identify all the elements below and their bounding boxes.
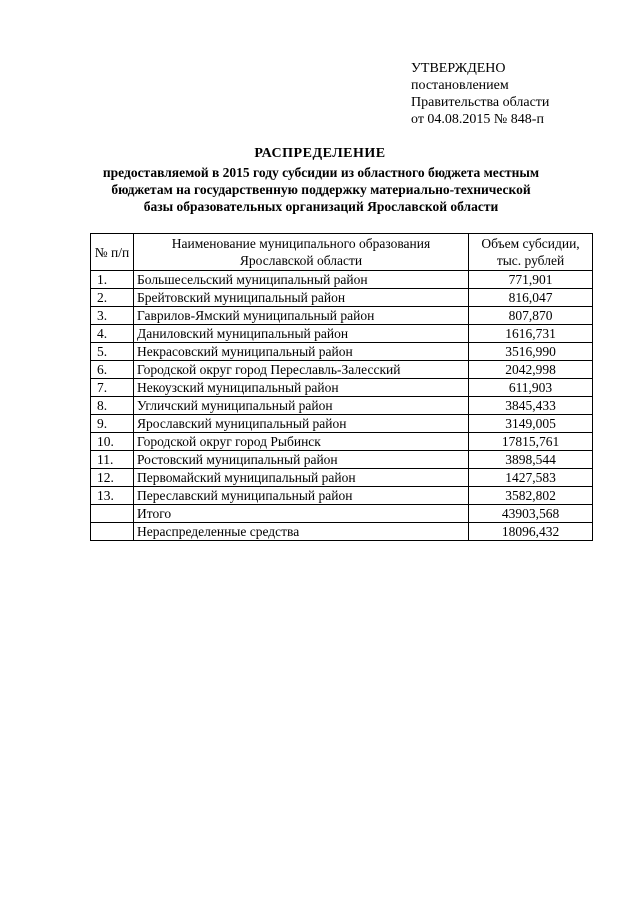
header-municipality: Наименование муниципального образования Ярославской области	[134, 234, 469, 271]
row-municipality: Большесельский муниципальный район	[134, 271, 469, 289]
row-amount: 1616,731	[469, 325, 593, 343]
table-row	[91, 487, 593, 505]
table-row	[91, 433, 593, 451]
row-municipality: Нераспределенные средства	[134, 523, 469, 541]
table-row	[91, 271, 593, 289]
header-amount: Объем субсидии, тыс. рублей	[469, 234, 593, 271]
row-municipality: Угличский муниципальный район	[134, 397, 469, 415]
approval-line: от 04.08.2015 № 848-п	[411, 112, 544, 127]
row-municipality: Первомайский муниципальный район	[134, 469, 469, 487]
row-number: 10.	[91, 433, 134, 451]
table-row	[91, 523, 593, 541]
document-title: РАСПРЕДЕЛЕНИЕ	[254, 146, 386, 161]
document-subtitle: предоставляемой в 2015 году субсидии из областного бюджета местным бюджетам на государственную поддержку материально-технической базы образовательных организаций Ярославской области	[102, 165, 540, 214]
table-row	[91, 451, 593, 469]
table-row	[91, 397, 593, 415]
row-amount: 3582,802	[469, 487, 593, 505]
table-row	[91, 361, 593, 379]
row-number: 8.	[91, 397, 134, 415]
table-row	[91, 325, 593, 343]
row-amount: 3149,005	[469, 415, 593, 433]
row-number: 9.	[91, 415, 134, 433]
row-amount: 2042,998	[469, 361, 593, 379]
row-amount: 3898,544	[469, 451, 593, 469]
row-municipality: Ярославский муниципальный район	[134, 415, 469, 433]
table-header-row	[91, 234, 593, 271]
row-municipality: Городской округ город Переславль-Залесский	[134, 361, 469, 379]
row-amount: 18096,432	[469, 523, 593, 541]
row-amount: 807,870	[469, 307, 593, 325]
approval-line: Правительства области	[411, 95, 550, 110]
table-row	[91, 307, 593, 325]
table-row	[91, 415, 593, 433]
table-row	[91, 469, 593, 487]
row-municipality: Итого	[134, 505, 469, 523]
header-number: № п/п	[91, 234, 134, 271]
row-municipality: Городской округ город Рыбинск	[134, 433, 469, 451]
row-number: 13.	[91, 487, 134, 505]
row-number: 12.	[91, 469, 134, 487]
row-number: 4.	[91, 325, 134, 343]
row-number: 2.	[91, 289, 134, 307]
table-row	[91, 505, 593, 523]
row-amount: 17815,761	[469, 433, 593, 451]
row-municipality: Гаврилов-Ямский муниципальный район	[134, 307, 469, 325]
row-amount: 611,903	[469, 379, 593, 397]
approval-line: постановлением	[411, 78, 509, 93]
row-municipality: Ростовский муниципальный район	[134, 451, 469, 469]
row-number: 11.	[91, 451, 134, 469]
table-row	[91, 289, 593, 307]
row-number	[91, 505, 134, 523]
row-number	[91, 523, 134, 541]
table-row	[91, 343, 593, 361]
row-amount: 3516,990	[469, 343, 593, 361]
row-municipality: Даниловский муниципальный район	[134, 325, 469, 343]
approval-block	[411, 60, 549, 128]
row-number: 3.	[91, 307, 134, 325]
row-amount: 816,047	[469, 289, 593, 307]
approval-line: УТВЕРЖДЕНО	[411, 61, 506, 76]
row-amount: 1427,583	[469, 469, 593, 487]
row-number: 5.	[91, 343, 134, 361]
row-municipality: Переславский муниципальный район	[134, 487, 469, 505]
row-amount: 3845,433	[469, 397, 593, 415]
table-row	[91, 379, 593, 397]
row-municipality: Некоузский муниципальный район	[134, 379, 469, 397]
row-municipality: Некрасовский муниципальный район	[134, 343, 469, 361]
row-number: 7.	[91, 379, 134, 397]
distribution-table	[90, 233, 593, 541]
row-amount: 771,901	[469, 271, 593, 289]
row-amount: 43903,568	[469, 505, 593, 523]
row-municipality: Брейтовский муниципальный район	[134, 289, 469, 307]
row-number: 6.	[91, 361, 134, 379]
row-number: 1.	[91, 271, 134, 289]
